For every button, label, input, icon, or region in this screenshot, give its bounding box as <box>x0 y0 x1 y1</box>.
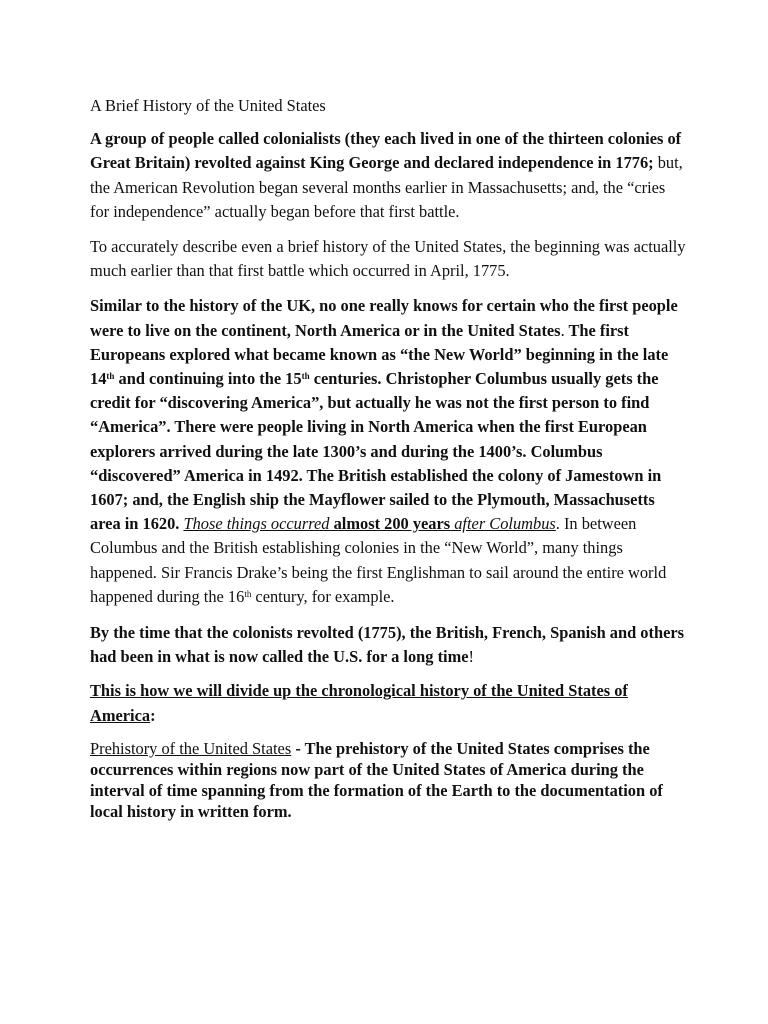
section-heading-colon: : <box>150 705 156 725</box>
paragraph-3-part-j: . In between Columbus and the British establishing colonies in the “New World”, many things happened. Sir Francis Drake’s being the first Englishman to sail around the entire world happened during the 16 <box>90 514 667 606</box>
paragraph-3-part-a: Similar to the history of the UK, no one really knows for certain who the first people were to live on the continent, North America or in the United States <box>90 296 678 340</box>
section-heading-underlined: This is how we will divide up the chronological history of the United States of America <box>90 681 628 725</box>
paragraph-3 <box>90 294 686 609</box>
paragraph-3-part-i: after Columbus <box>450 514 556 534</box>
prehistory-description: - The prehistory of the United States comprises the occurrences within regions now part of the United States of America during the interval of time spanning from the formation of the Earth to the documentation of local history in written form. <box>90 738 663 821</box>
document-body <box>90 94 686 822</box>
paragraph-4-rest: ! <box>468 647 474 667</box>
prehistory-link-text: Prehistory of the United States <box>90 738 292 758</box>
paragraph-3-part-c: The first Europeans explored what became known as “the New World” beginning in the late 14 <box>90 320 669 389</box>
paragraph-1-rest: but, the American Revolution began several months earlier in Massachusetts; and, the “cries for independence” actually began before that first battle. <box>90 153 683 221</box>
paragraph-4 <box>90 621 686 669</box>
paragraph-4-bold: By the time that the colonists revolted (1775), the British, French, Spanish and others had been in what is now called the U.S. for a long time <box>90 623 685 667</box>
paragraph-3-part-k: century, for example. <box>251 586 395 606</box>
paragraph-3-part-g: Those things occurred <box>183 514 330 534</box>
paragraph-3-part-e: centuries. Christopher Columbus usually gets the credit for “discovering America”, but actually he was not the first person to find “America”. There were people living in North America when the first European explorers arrived during the late 1300’s and during the 1400’s. Columbus “discovered” America in 1492. The British established the colony of Jamestown in 1607; and, the English ship the Mayflower sailed to the Plymouth, Massachusetts area in 1620. <box>90 369 662 534</box>
paragraph-1 <box>90 127 686 224</box>
paragraph-3-part-b: . <box>560 320 565 340</box>
paragraph-prehistory <box>90 738 686 822</box>
superscript-th-3: th <box>244 588 252 599</box>
section-heading <box>90 679 686 727</box>
superscript-th-1: th <box>106 371 115 382</box>
document-title: A Brief History of the United States <box>90 96 326 115</box>
paragraph-3-part-h: almost 200 years <box>329 514 451 534</box>
superscript-th-2: th <box>301 371 310 382</box>
paragraph-1-bold: A group of people called colonialists (they each lived in one of the thirteen colonies of Great Britain) revolted against King George and declared independence in 1776; <box>90 129 682 173</box>
paragraph-3-part-d: and continuing into the 15 <box>114 369 302 389</box>
paragraph-2: To accurately describe even a brief history of the United States, the beginning was actually much earlier than that first battle which occurred in April, 1775. <box>90 237 686 281</box>
